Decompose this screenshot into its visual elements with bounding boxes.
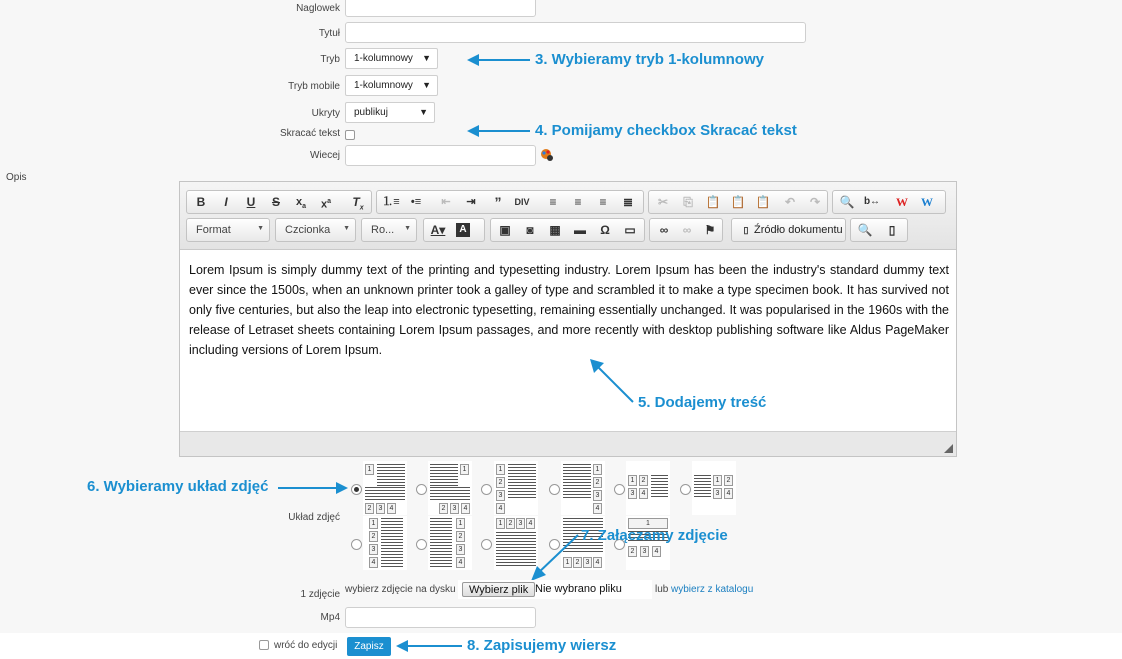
paste-text-icon[interactable]: 📋 bbox=[730, 195, 746, 209]
preview-icon[interactable]: 🔍 bbox=[857, 223, 873, 237]
bold-icon[interactable]: B bbox=[196, 195, 206, 209]
editor-content[interactable]: Lorem Ipsum is simply dummy text of the printing and typesetting industry. Lorem Ipsum has been the industry's standard dummy text ever since the 1500s, when an unknown printer took a galley of type and scrambled it to make a type specimen book. It has survived not only five centuries, but also the leap into electronic typesetting, remaining essentially unchanged. It was popularised in the 1960s with the release of Letraset sheets containing Lorem Ipsum passages, and more recently with desktop publishing software like Aldus PageMaker including versions of Lorem Ipsum. bbox=[189, 263, 949, 357]
file-status: Nie wybrano pliku bbox=[535, 583, 622, 595]
align-right-icon[interactable]: ≡ bbox=[599, 195, 607, 209]
layout-thumb-7[interactable]: 1 2 3 4 bbox=[363, 516, 407, 570]
mp4-input[interactable] bbox=[345, 607, 536, 628]
uklad-label: Układ zdjęć bbox=[288, 512, 340, 523]
layout-radio-1[interactable] bbox=[351, 484, 362, 495]
outdent-icon[interactable]: ⇤ bbox=[441, 196, 451, 208]
align-justify-icon[interactable]: ≣ bbox=[622, 195, 634, 209]
layout-thumb-8[interactable]: 1 2 3 4 bbox=[428, 516, 472, 570]
replace-icon[interactable]: b↔ bbox=[863, 196, 881, 207]
annotation-4: 4. Pomijamy checkbox Skracać tekst bbox=[535, 122, 797, 139]
horizontal-line-icon[interactable]: ▬ bbox=[574, 223, 586, 237]
arrow-line bbox=[278, 487, 338, 489]
strikethrough-icon[interactable]: S bbox=[271, 195, 280, 209]
layout-thumb-2[interactable]: 1 2 3 4 bbox=[428, 461, 472, 515]
arrow-icon bbox=[336, 482, 348, 494]
copy-icon[interactable]: ⎘ bbox=[683, 195, 693, 209]
table-icon[interactable]: ▦ bbox=[549, 223, 561, 237]
subscript-icon[interactable]: $x_a$ bbox=[295, 196, 307, 211]
special-char-icon[interactable]: Ω bbox=[600, 223, 610, 237]
numbered-list-icon[interactable]: ⒈≡ bbox=[382, 196, 400, 208]
rich-text-editor[interactable] bbox=[179, 181, 957, 457]
source-group bbox=[731, 218, 846, 242]
align-left-icon[interactable]: ≡ bbox=[549, 195, 557, 209]
color-picker-icon[interactable] bbox=[540, 148, 554, 162]
flash-icon[interactable]: ◙ bbox=[526, 223, 534, 237]
resize-handle-icon[interactable] bbox=[944, 444, 953, 453]
arrow-line bbox=[478, 130, 530, 132]
file-input[interactable] bbox=[458, 580, 652, 599]
caret-down-icon: ▼ bbox=[422, 53, 431, 63]
layout-radio-3[interactable] bbox=[481, 484, 492, 495]
tytul-input[interactable] bbox=[345, 22, 806, 43]
ukryty-select[interactable] bbox=[345, 102, 435, 123]
italic-icon[interactable]: I bbox=[224, 195, 228, 209]
arrow-line bbox=[478, 59, 530, 61]
caret-down-icon: ▼ bbox=[404, 225, 411, 232]
div-container-icon[interactable]: DIV bbox=[514, 197, 530, 207]
annotation-5: 5. Dodajemy treść bbox=[638, 394, 767, 411]
source-icon[interactable]: ▯ bbox=[743, 225, 749, 235]
tryb-mobile-value: 1-kolumnowy bbox=[354, 80, 413, 91]
ukryty-value: publikuj bbox=[354, 107, 388, 118]
unlink-icon[interactable]: ∞ bbox=[682, 223, 692, 237]
source-button-label[interactable]: Źródło dokumentu bbox=[754, 224, 843, 236]
wroc-label: wróć do edycji bbox=[274, 640, 338, 651]
wiecej-input[interactable] bbox=[345, 145, 536, 166]
caret-down-icon: ▼ bbox=[343, 225, 350, 232]
layout-thumb-5[interactable]: 1 2 3 4 bbox=[626, 461, 670, 515]
bulleted-list-icon[interactable]: •≡ bbox=[410, 196, 422, 208]
blockquote-icon[interactable]: ” bbox=[494, 194, 502, 210]
redo-icon[interactable]: ↷ bbox=[809, 195, 821, 209]
size-combo[interactable] bbox=[361, 218, 417, 242]
color-group bbox=[423, 218, 485, 242]
link-group bbox=[649, 218, 723, 242]
layout-radio-8[interactable] bbox=[416, 539, 427, 550]
remove-format-icon[interactable]: $T_x$ bbox=[352, 195, 364, 212]
annotation-8: 8. Zapisujemy wiersz bbox=[467, 637, 617, 654]
clipboard-group bbox=[648, 190, 828, 214]
iframe-icon[interactable]: ▭ bbox=[624, 223, 636, 237]
ukryty-label: Ukryty bbox=[311, 108, 340, 119]
lub-label: lub bbox=[655, 584, 669, 595]
image-icon[interactable]: ▣ bbox=[499, 223, 511, 237]
annotation-7: 7. Załączamy zdjęcie bbox=[581, 527, 728, 544]
opis-label: Opis bbox=[6, 172, 27, 183]
anchor-flag-icon[interactable]: ⚑ bbox=[704, 223, 716, 237]
tryb-mobile-select[interactable] bbox=[345, 75, 438, 96]
font-combo[interactable] bbox=[275, 218, 356, 242]
caret-down-icon: ▼ bbox=[257, 225, 264, 232]
layout-radio-9[interactable] bbox=[481, 539, 492, 550]
caret-down-icon: ▼ bbox=[422, 80, 431, 90]
underline-icon[interactable]: U bbox=[246, 195, 256, 209]
editor-toolbar bbox=[180, 182, 956, 250]
save-button[interactable]: Zapisz bbox=[347, 637, 391, 656]
tryb-select[interactable] bbox=[345, 48, 438, 69]
tytul-label: Tytuł bbox=[318, 28, 340, 39]
skracac-label: Skracać tekst bbox=[279, 128, 340, 139]
paste-word-icon[interactable]: 📋 bbox=[755, 195, 771, 209]
catalog-link[interactable]: wybierz z katalogu bbox=[671, 584, 754, 595]
layout-radio-2[interactable] bbox=[416, 484, 427, 495]
undo-icon[interactable]: ↶ bbox=[784, 195, 796, 209]
caret-down-icon: ▼ bbox=[419, 107, 428, 117]
mp4-label: Mp4 bbox=[320, 612, 340, 623]
background-color-icon[interactable]: A bbox=[456, 223, 470, 237]
zdjecie-label: 1 zdjęcie bbox=[300, 589, 340, 600]
naglowek-input[interactable] bbox=[345, 0, 536, 17]
cut-icon[interactable]: ✂ bbox=[657, 195, 669, 209]
wroc-checkbox[interactable] bbox=[259, 640, 269, 650]
tryb-label: Tryb bbox=[320, 54, 340, 65]
wybierz-dysk-label: wybierz zdjęcie na dysku bbox=[345, 584, 456, 595]
layout-thumb-6[interactable]: 1 2 3 4 bbox=[692, 461, 736, 515]
layout-radio-6[interactable] bbox=[680, 484, 691, 495]
format-combo-label: Format bbox=[196, 224, 231, 236]
skracac-checkbox[interactable] bbox=[345, 130, 355, 140]
indent-icon[interactable]: ⇥ bbox=[466, 196, 476, 208]
maximize-icon[interactable]: ▯ bbox=[888, 223, 896, 237]
tryb-mobile-label: Tryb mobile bbox=[288, 81, 340, 92]
size-combo-label: Ro... bbox=[371, 224, 395, 236]
layout-thumb-9[interactable]: 1 2 3 4 bbox=[494, 516, 538, 570]
annotation-6: 6. Wybieramy układ zdjęć bbox=[87, 478, 269, 495]
arrow-icon bbox=[528, 533, 580, 586]
basic-styles-group bbox=[186, 190, 372, 214]
align-center-icon[interactable]: ≡ bbox=[574, 195, 582, 209]
editor-statusbar bbox=[180, 431, 956, 456]
layout-thumb-10[interactable]: 1 2 3 4 bbox=[561, 516, 605, 570]
tryb-value: 1-kolumnowy bbox=[354, 53, 413, 64]
format-combo[interactable] bbox=[186, 218, 270, 242]
layout-thumb-4[interactable]: 1 2 3 4 bbox=[561, 461, 605, 515]
link-icon[interactable]: ∞ bbox=[659, 223, 669, 237]
layout-thumb-3[interactable]: 1 2 3 4 bbox=[494, 461, 538, 515]
font-combo-label: Czcionka bbox=[285, 224, 331, 236]
file-choose-button[interactable]: Wybierz plik bbox=[462, 582, 535, 597]
arrow-icon bbox=[588, 357, 638, 410]
paragraph-group bbox=[376, 190, 644, 214]
text-color-icon[interactable]: A▾ bbox=[430, 223, 446, 237]
paste-icon[interactable]: 📋 bbox=[705, 195, 721, 209]
superscript-icon[interactable]: $x^a$ bbox=[320, 198, 332, 211]
layout-radio-4[interactable] bbox=[549, 484, 560, 495]
layout-thumb-11[interactable]: 1 2 3 4 bbox=[626, 516, 670, 570]
find-icon[interactable]: 🔍 bbox=[839, 195, 855, 209]
word-blue-icon[interactable]: W bbox=[921, 195, 933, 209]
view-group bbox=[850, 218, 908, 242]
layout-radio-7[interactable] bbox=[351, 539, 362, 550]
insert-group bbox=[490, 218, 645, 242]
layout-radio-5[interactable] bbox=[614, 484, 625, 495]
wiecej-label: Wiecej bbox=[309, 150, 340, 161]
word-red-icon[interactable]: W bbox=[896, 195, 908, 209]
layout-thumb-1[interactable]: 1 2 3 4 bbox=[363, 461, 407, 515]
find-group bbox=[832, 190, 946, 214]
naglowek-label: Naglowek bbox=[296, 3, 340, 14]
arrow-line bbox=[407, 645, 462, 647]
annotation-3: 3. Wybieramy tryb 1-kolumnowy bbox=[535, 51, 764, 68]
